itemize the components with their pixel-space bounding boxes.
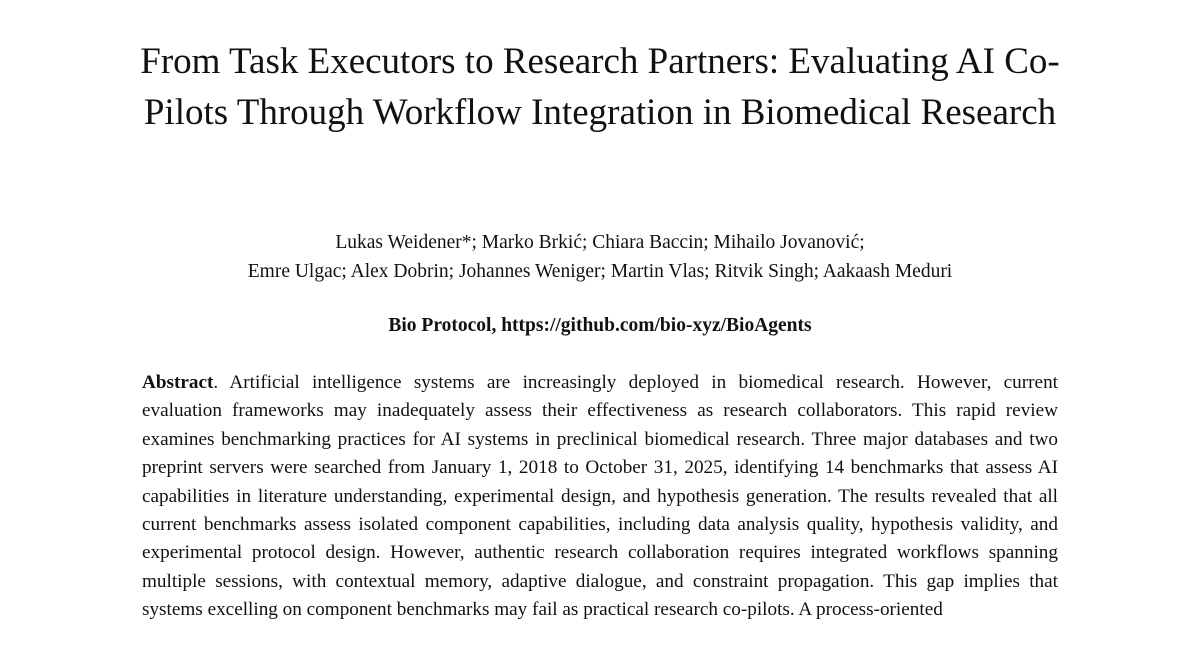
author-list — [100, 228, 1100, 286]
author-line-2: Emre Ulgac; Alex Dobrin; Johannes Weniger; Martin Vlas; Ritvik Singh; Aakaash Meduri — [247, 261, 953, 282]
author-line-1: Lukas Weidener*; Marko Brkić; Chiara Baccin; Mihailo Jovanović; — [335, 232, 865, 253]
abstract-text: . Artificial intelligence systems are increasingly deployed in biomedical research. However, current evaluation frameworks may inadequately assess their effectiveness as research collaborators. This rapid review examines benchmarking practices for AI systems in preclinical biomedical research. Three major databases and two preprint servers were searched from January 1, 2018 to October 31, 2025, identifying 14 benchmarks that assess AI capabilities in literature understanding, experimental design, and hypothesis generation. The results revealed that all current benchmarks assess isolated component capabilities, including data analysis quality, hypothesis validity, and experimental protocol design. However, authentic research collaboration requires integrated workflows spanning multiple sessions, with contextual memory, adaptive dialogue, and constraint propagation. This gap implies that systems excelling on component benchmarks may fail as practical research co-pilots. A process-oriented — [142, 372, 1058, 621]
abstract — [142, 369, 1058, 625]
abstract-label: Abstract — [142, 372, 214, 393]
paper-title: From Task Executors to Research Partners: Evaluating AI Co-Pilots Through Workflow Integration in Biomedical Research — [140, 41, 1060, 133]
affiliation: Bio Protocol, https://github.com/bio-xyz/BioAgents — [388, 315, 812, 336]
